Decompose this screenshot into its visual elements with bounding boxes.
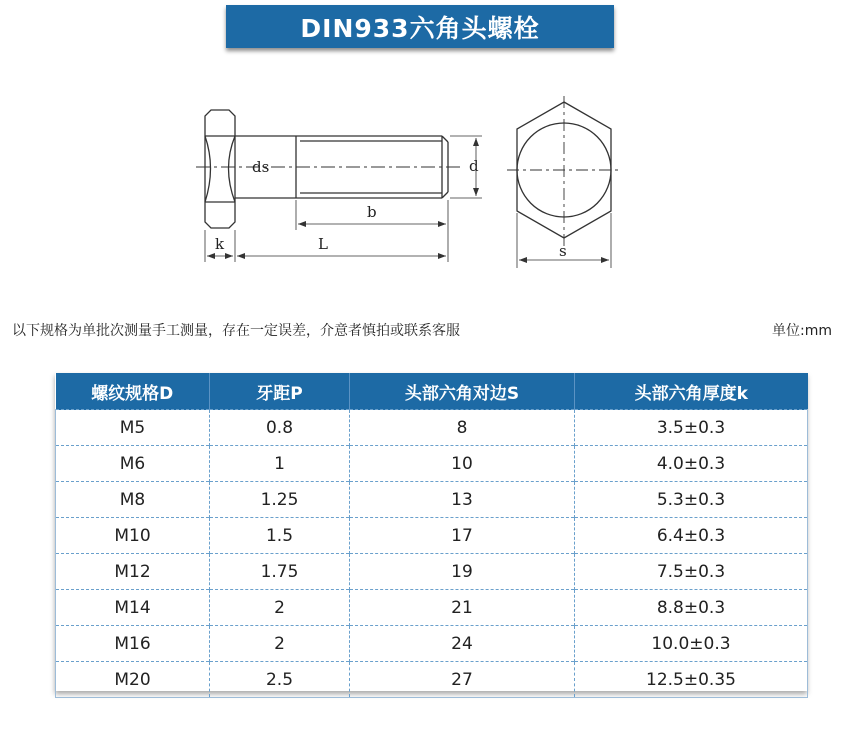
cell-thread-size: M16	[56, 626, 210, 662]
cell-head-height: 12.5±0.35	[575, 662, 808, 698]
cell-head-height: 10.0±0.3	[575, 626, 808, 662]
cell-across-flats: 27	[350, 662, 575, 698]
cell-pitch: 1.5	[210, 518, 350, 554]
table-row	[56, 662, 808, 698]
cell-head-height: 8.8±0.3	[575, 590, 808, 626]
cell-pitch: 0.8	[210, 410, 350, 446]
table-header-row	[56, 373, 808, 410]
cell-thread-size: M12	[56, 554, 210, 590]
table-row	[56, 446, 808, 482]
header-across-flats: 头部六角对边S	[350, 373, 575, 410]
label-d: d	[469, 157, 479, 175]
measurement-note: 以下规格为单批次测量手工测量，存在一定误差，介意者慎拍或联系客服	[12, 323, 460, 339]
cell-pitch: 1.25	[210, 482, 350, 518]
cell-pitch: 2	[210, 590, 350, 626]
cell-across-flats: 10	[350, 446, 575, 482]
cell-thread-size: M8	[56, 482, 210, 518]
cell-head-height: 7.5±0.3	[575, 554, 808, 590]
unit-label: 单位:mm	[772, 323, 832, 339]
cell-thread-size: M5	[56, 410, 210, 446]
header-thread-size: 螺纹规格D	[56, 373, 210, 410]
cell-pitch: 1	[210, 446, 350, 482]
label-ds: ds	[252, 158, 270, 176]
cell-head-height: 5.3±0.3	[575, 482, 808, 518]
cell-head-height: 6.4±0.3	[575, 518, 808, 554]
cell-across-flats: 21	[350, 590, 575, 626]
cell-head-height: 4.0±0.3	[575, 446, 808, 482]
bolt-technical-drawing	[0, 0, 850, 300]
cell-across-flats: 13	[350, 482, 575, 518]
table-row	[56, 482, 808, 518]
cell-pitch: 2	[210, 626, 350, 662]
cell-thread-size: M14	[56, 590, 210, 626]
table-row	[56, 518, 808, 554]
cell-across-flats: 8	[350, 410, 575, 446]
cell-across-flats: 24	[350, 626, 575, 662]
header-head-height: 头部六角厚度k	[575, 373, 808, 410]
table-row	[56, 554, 808, 590]
label-s: s	[559, 242, 567, 260]
table-row	[56, 410, 808, 446]
table-row	[56, 590, 808, 626]
cell-head-height: 3.5±0.3	[575, 410, 808, 446]
table-row	[56, 626, 808, 662]
spec-table	[55, 373, 807, 691]
cell-pitch: 1.75	[210, 554, 350, 590]
label-b: b	[367, 203, 377, 221]
page-title: DIN933六角头螺栓	[226, 5, 614, 48]
cell-thread-size: M10	[56, 518, 210, 554]
label-k: k	[215, 235, 225, 253]
cell-thread-size: M20	[56, 662, 210, 698]
label-L: L	[318, 235, 328, 253]
header-pitch: 牙距P	[210, 373, 350, 410]
cell-across-flats: 19	[350, 554, 575, 590]
cell-across-flats: 17	[350, 518, 575, 554]
cell-thread-size: M6	[56, 446, 210, 482]
cell-pitch: 2.5	[210, 662, 350, 698]
